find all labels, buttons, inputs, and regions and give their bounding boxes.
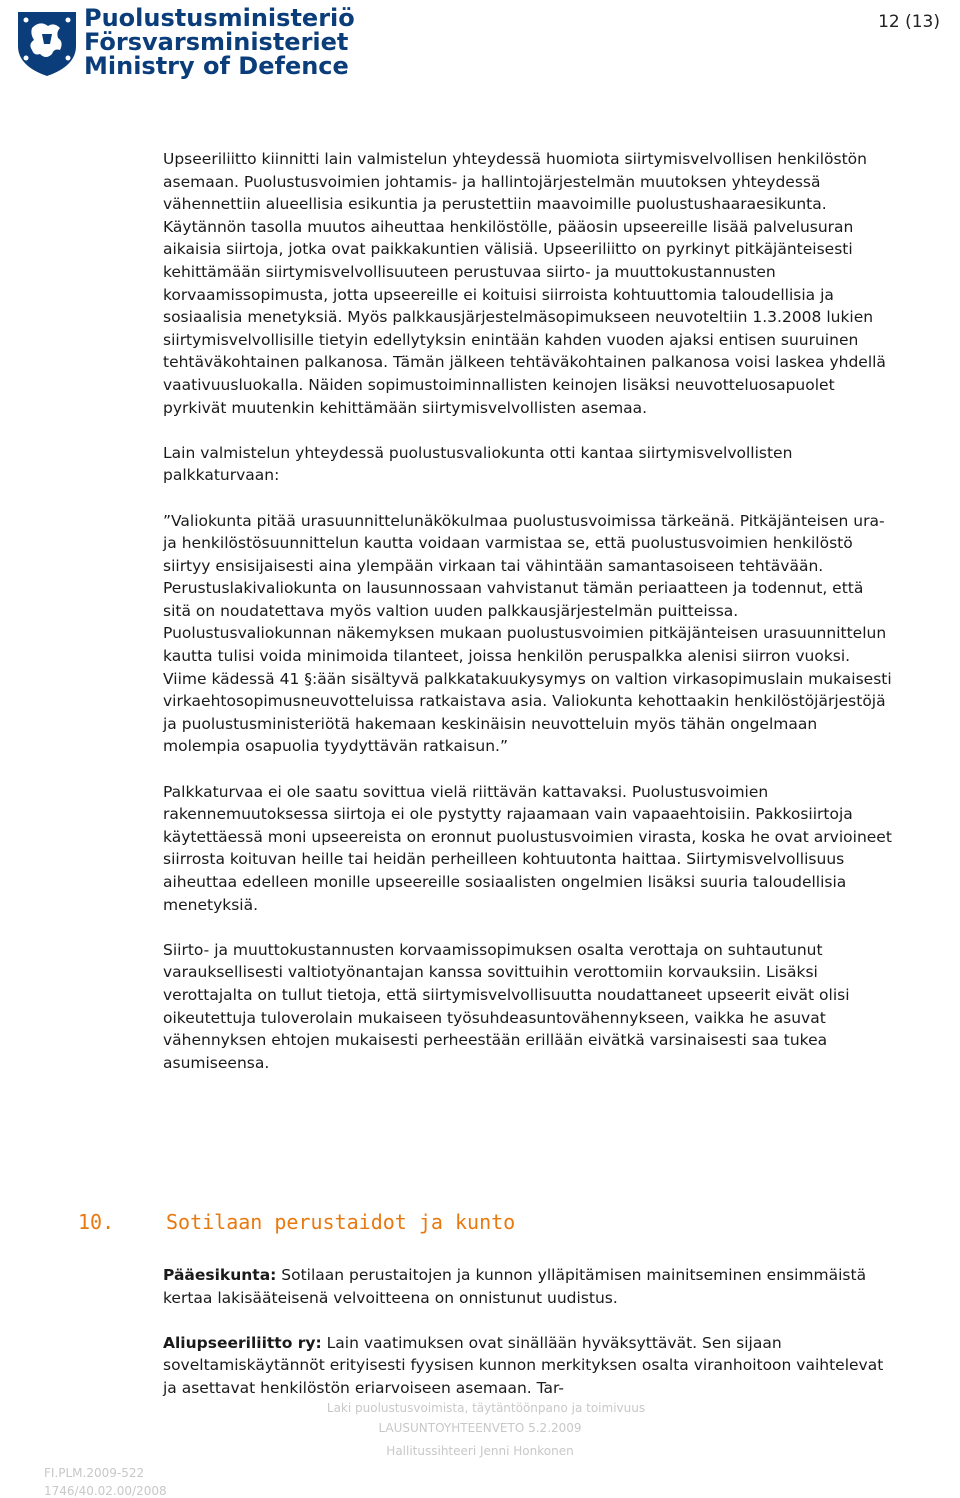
section-number: 10. (78, 1210, 115, 1234)
statement-text: Sotilaan perustaitojen ja kunnon ylläpitämisen mainitseminen ensimmäistä kertaa lakisääteisenä velvoitteena on onnistunut uudistus. (163, 1266, 867, 1307)
ministry-name-finnish: Puolustusministeriö (84, 4, 355, 32)
statement-label: Aliupseeriliitto ry: (163, 1333, 322, 1352)
ministry-name-swedish: Försvarsministeriet (84, 28, 349, 56)
paragraph: Lain valmistelun yhteydessä puolustusvaliokunta otti kantaa siirtymisvelvollisten palkkaturvaan: (163, 443, 793, 485)
statement-text: Lain vaatimuksen ovat sinällään hyväksyttävät. Sen sijaan soveltamiskäytännöt erityisesti fyysisen kunnon merkityksen osalta viranhoitoon vaihtelevat ja asettavat henkilöstön eriarvoiseen asemaan. Tar- (163, 1333, 884, 1397)
statement-item (163, 1332, 893, 1400)
document-header (0, 0, 960, 90)
paragraph: Palkkaturvaa ei ole saatu sovittua vielä riittävän kattavaksi. Puolustusvoimien rakennemuutoksessa siirtoja ei ole pystytty rajaamaan vain vapaaehtoisiin. Pakkosiirtoja käytettäessä moni upseereista on eronnut puolustusvoimien virasta, koska he ovat arvioineet siirrosta koituvan heille tai heidän perheilleen kohtuutonta haittaa. Siirtymisvelvollisuus aiheuttaa edelleen monille upseereille sosiaalisten ongelmien lisäksi suuria taloudellisia menetyksiä. (163, 782, 892, 914)
statement-item (163, 1264, 893, 1309)
section-heading (78, 1210, 515, 1234)
paragraph: Siirto- ja muuttokustannusten korvaamissopimuksen osalta verottaja on suhtautunut varauksellisesti valtiotyönantajan kanssa sovittuihin verottomiin korvauksiin. Lisäksi verottajalta on tullut tietoja, että siirtymisvelvollisuutta noudattaneet upseerit eivät olisi oikeutettuja tuloverolain mukaiseen työsuhdeasuntovähennykseen, vaikka he asuvat vähennyksen ehtojen mukaisesti perheestään erillään eivätkä varsinaisesti saa tukea asumiseensa. (163, 940, 850, 1072)
footer-title: Laki puolustusvoimista, täytäntöönpano ja toimivuus (326, 1401, 646, 1415)
ministry-name-english: Ministry of Defence (84, 52, 349, 80)
lion-crest-icon (12, 6, 82, 78)
footer-reference: 1746/40.02.00/2008 (44, 1484, 167, 1498)
statements (163, 1264, 893, 1422)
statement-label: Pääesikunta: (163, 1266, 277, 1284)
page-number: 12 (13) (878, 12, 940, 32)
body-text (163, 148, 893, 1097)
footer-doc-type: LAUSUNTOYHTEENVETO 5.2.2009 (378, 1421, 582, 1435)
footer-author: Hallitussihteeri Jenni Honkonen (386, 1444, 574, 1458)
footer-reference: FI.PLM.2009-522 (44, 1466, 145, 1480)
section-title: Sotilaan perustaidot ja kunto (166, 1210, 516, 1234)
committee-quote: ”Valiokunta pitää urasuunnittelunäkökulmaa puolustusvoimissa tärkeänä. Pitkäjänteisen ura- ja henkilöstösuunnittelun kautta voidaan varmistaa se, että puolustusvoimien henkilöstö siirtyy ensisijaisesti aina ylempään virkaan tai vähintään samantasoiseen tehtävään. Perustuslakivaliokunta on lausunnossaan vahvistanut tämän periaatteen ja todennut, että sitä on noudatettava myös valtion uuden palkkausjärjestelmän puitteissa. Puolustusvaliokunnan näkemyksen mukaan puolustusvoimien pitkäjänteisen urasuunnittelun kautta tulisi voida minimoida tilanteet, joissa henkilön peruspalkka alenisi siirron vuoksi. Viime kädessä 41 §:ään sisältyvä palkkatakuukysymys on valtion virkasopimuslain mukaisesti virkaehtosopimusneuvotteluissa ratkaistava asia. Valiokunta kehottaakin henkilöstöjärjestöjä ja puolustusministeriötä hakemaan keskinäisin neuvotteluin myös tähän ongelmaan molempia osapuolia tyydyttävän ratkaisun.” (163, 511, 892, 756)
paragraph: Upseeriliitto kiinnitti lain valmistelun yhteydessä huomiota siirtymisvelvollisen henkilöstön asemaan. Puolustusvoimien johtamis- ja hallintojärjestelmän muutoksen yhteydessä vähennettiin alueellisia esikuntia ja perustettiin maavoimille puolustushaaraesikunta. Käytännön tasolla muutos aiheuttaa henkilöstölle, pääosin upseereille lisää palvelusuran aikaisia siirtoja, jotka ovat paikkakuntien välisiä. Upseeriliitto on pyrkinyt pitkäjänteisesti kehittämään siirtymisvelvollisuuteen perustuvaa siirto- ja muuttokustannusten korvaamissopimusta, jotta upseereille ei koituisi siirroista kohtuuttomia taloudellisia ja sosiaalisia menetyksiä. Myös palkkausjärjestelmäsopimukseen neuvoteltiin 1.3.2008 lukien siirtymisvelvollisille tietyin edellytyksin enintään kahden vuoden ajaksi entisen suuruinen tehtäväkohtainen palkanosa. Tämän jälkeen tehtäväkohtainen palkanosa voisi laskea yhdellä vaativuusluokalla. Näiden sopimustoiminnallisten keinojen lisäksi neuvotteluosapuolet pyrkivät muutenkin kehittämään siirtymisvelvollisten asemaa. (163, 150, 886, 417)
